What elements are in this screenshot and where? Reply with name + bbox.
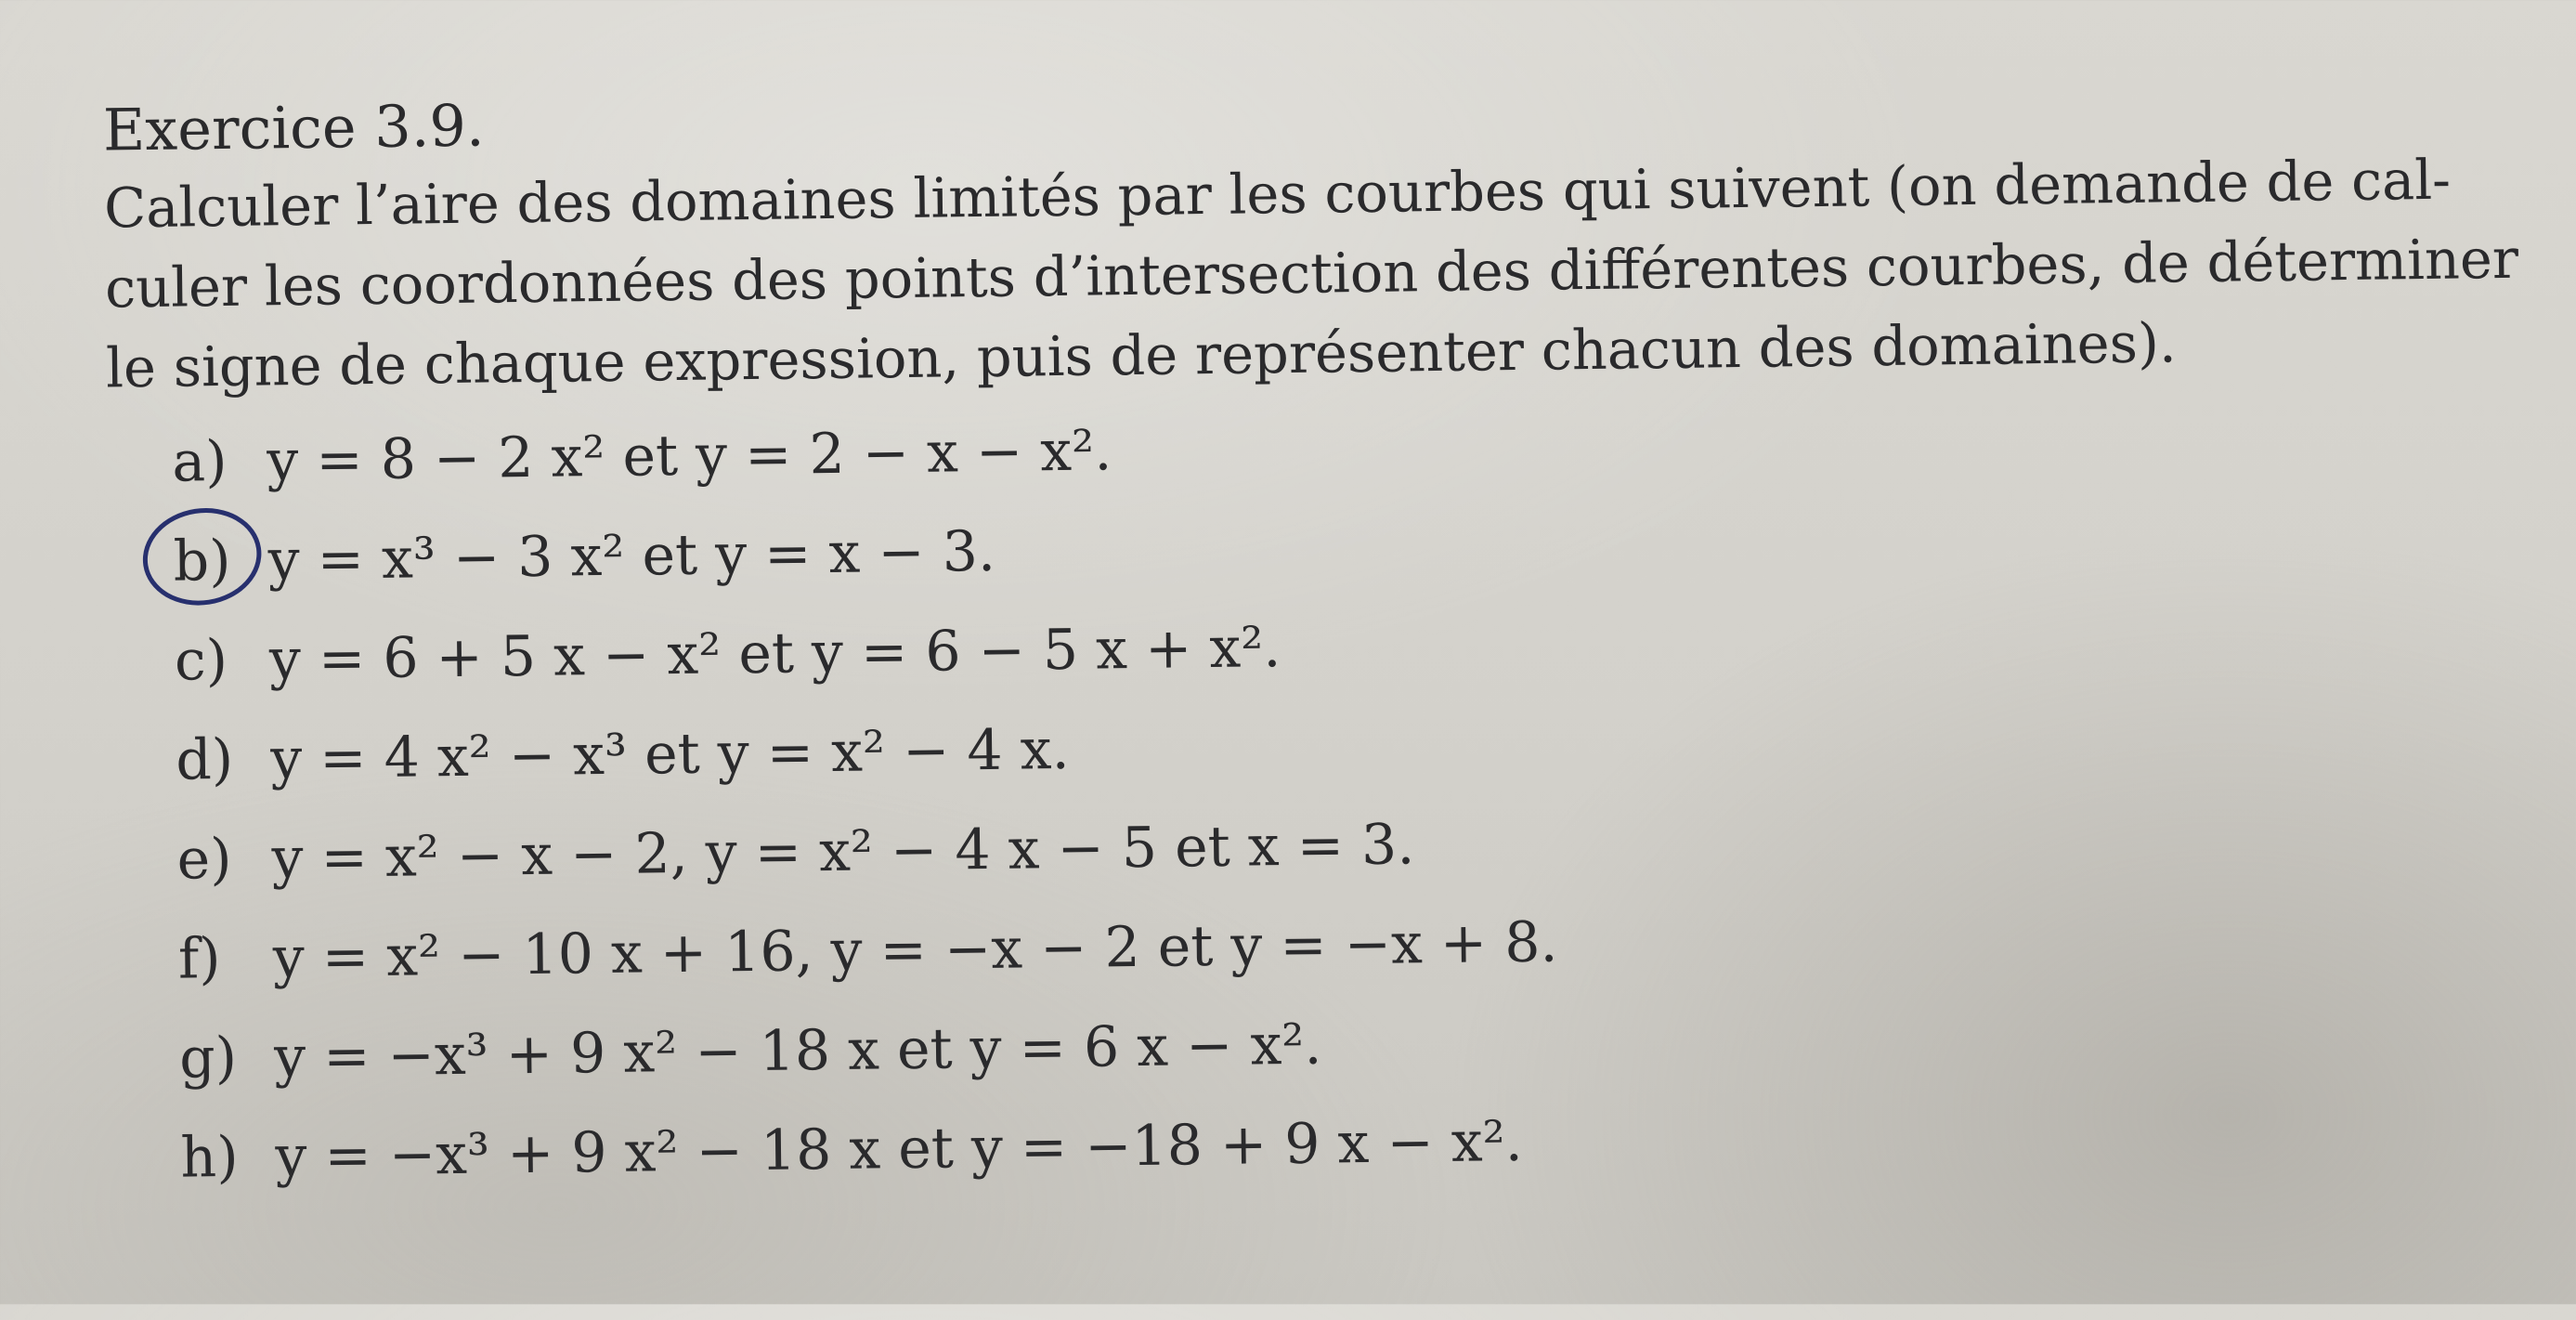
item-equation: y = x² − x − 2, y = x² − 4 x − 5 et x = 3. — [271, 812, 1415, 892]
exercise-title: Exercice 3.9. — [102, 91, 486, 164]
item-label-text: b) — [173, 528, 231, 595]
instruction-line: Calculer l’aire des domaines limités par les courbes qui suivent (on demande de cal- — [103, 147, 2452, 241]
exercise-item-e — [176, 810, 1557, 926]
item-label: d) — [175, 726, 234, 793]
item-label-circled — [173, 528, 268, 594]
item-equation: y = −x³ + 9 x² − 18 x et y = 6 x − x². — [273, 1012, 1322, 1091]
item-label: h) — [180, 1124, 240, 1191]
item-equation: y = 4 x² − x³ et y = x² − 4 x. — [269, 716, 1071, 792]
exercise-item-a — [172, 413, 1553, 529]
exercise-list — [172, 413, 1561, 1225]
item-label: g) — [178, 1025, 238, 1091]
exercise-item-d — [176, 711, 1556, 827]
item-equation: y = x³ − 3 x² et y = x − 3. — [267, 518, 996, 594]
instruction-line: le signe de chaque expression, puis de représenter chacun des domaines). — [105, 310, 2178, 400]
exercise-item-h — [180, 1108, 1561, 1224]
item-equation: y = −x³ + 9 x² − 18 x et y = −18 + 9 x − x². — [275, 1108, 1524, 1190]
exercise-item-c — [175, 612, 1555, 728]
exercise-instructions — [103, 139, 2519, 408]
item-label: e) — [176, 826, 232, 893]
instruction-line: culer les coordonnées des points d’intersection des différentes courbes, de déterminer — [104, 226, 2519, 320]
exercise-item-g — [179, 1009, 1560, 1125]
item-label: c) — [174, 627, 228, 694]
item-equation: y = 8 − 2 x² et y = 2 − x − x². — [266, 418, 1112, 494]
item-label: f) — [177, 926, 221, 992]
exercise-item-b — [173, 513, 1554, 629]
exercise-item-f — [178, 909, 1559, 1026]
item-label: a) — [171, 428, 228, 495]
item-equation: y = x² − 10 x + 16, y = −x − 2 et y = −x + 8. — [272, 909, 1558, 991]
item-equation: y = 6 + 5 x − x² et y = 6 − 5 x + x². — [268, 615, 1281, 693]
